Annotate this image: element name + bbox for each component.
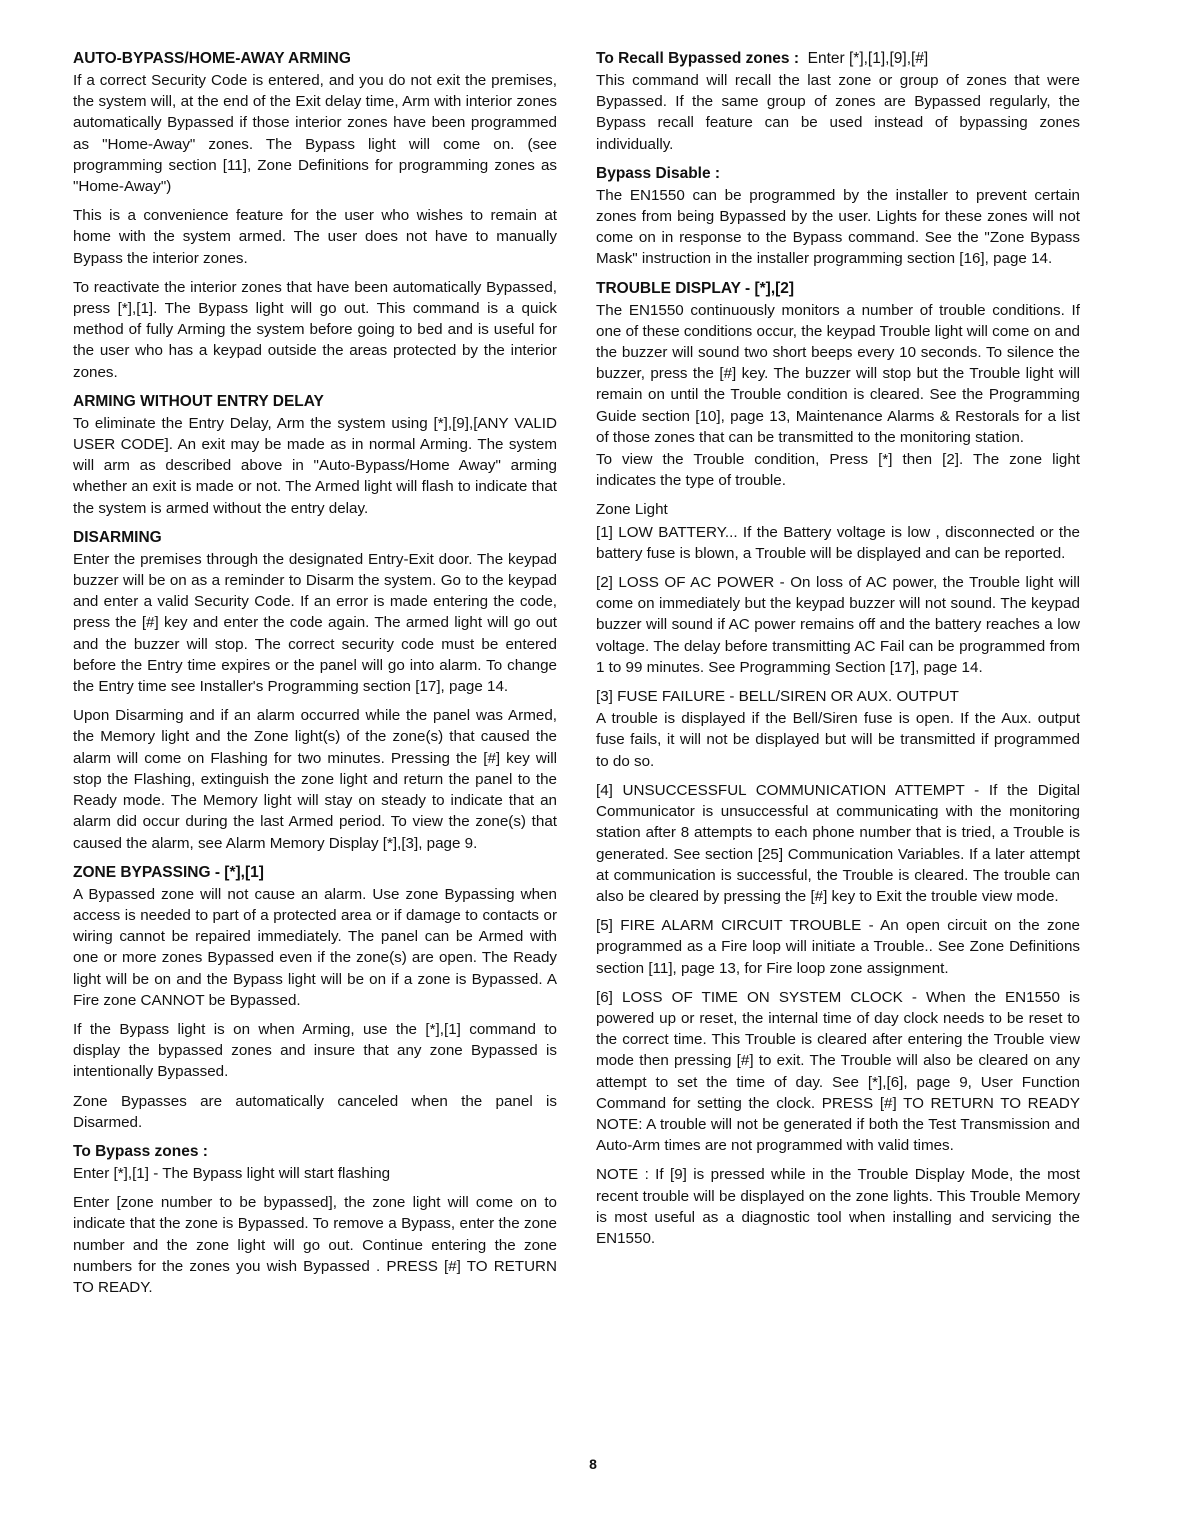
paragraph: If the Bypass light is on when Arming, use the [*],[1] command to display the bypassed zones and insure that any zone Bypassed is intentionally Bypassed. [73,1020,557,1081]
section-heading-to-bypass-zones: To Bypass zones : [73,1142,208,1160]
paragraph: Enter [*],[1] - The Bypass light will start flashing [73,1164,391,1182]
paragraph: To view the Trouble condition, Press [*] then [2]. The zone light indicates the type of trouble. [596,451,1080,490]
zone-light-label: Zone Light [596,501,668,519]
trouble-item-4: [4] UNSUCCESSFUL COMMUNICATION ATTEMPT - If the Digital Communicator is unsuccessful at communicating with the monitoring station after 8 attempts to each phone number that is tried, a Trouble is generated. See section [25] Communication Variables. If a later attempt at communication is successful, the Trouble is cleared. The trouble can also be cleared by pressing the [#] key to Exit the trouble view mode. [596,781,1080,905]
paragraph: The EN1550 continuously monitors a number of trouble conditions. If one of these conditions occur, the keypad Trouble light will come on and the buzzer will sound two short beeps every 10 seconds. To silence the buzzer, press the [#] key. The buzzer will stop but the Trouble light will remain on until the Trouble condition is cleared. See the Programming Guide section [10], page 13, Maintenance Alarms & Restorals for a list of those zones that can be transmitted to the monitoring station. [596,301,1080,446]
paragraph: Enter the premises through the designated Entry-Exit door. The keypad buzzer will be on as a reminder to Disarm the system. Go to the keypad and enter a valid Security Code. If an error is made entering the code, press the [#] key and enter the code again. The armed light will go out and the buzzer will stop. The correct security code must be entered before the Entry time expires or the panel will go into alarm. To change the Entry time see Installer's Programming section [17], page 14. [73,550,557,696]
paragraph: To reactivate the interior zones that have been automatically Bypassed, press [*],[1]. The Bypass light will go out. This command is a quick method of fully Arming the system before going to bed and is useful for the user who has a keypad outside the areas protected by the interior zones. [73,278,557,381]
trouble-item-6: [6] LOSS OF TIME ON SYSTEM CLOCK - When the EN1550 is powered up or reset, the internal time of day clock needs to be reset to the correct time. This Trouble is cleared after entering the Trouble view mode then pressing [#] to exit. The Trouble will also be cleared on any attempt to set the time of day. See [*],[6], page 9, User Function Command for setting the clock. PRESS [#] TO RETURN TO READY NOTE: A trouble will not be generated if both the Test Transmission and Auto-Arm times are not programmed with valid times. [596,988,1080,1155]
right-column [596,48,1080,1257]
section-heading-disarming: DISARMING [73,528,162,546]
section-heading-bypass-disable: Bypass Disable : [596,164,721,182]
section-heading-zone-bypassing: ZONE BYPASSING - [*],[1] [73,863,264,881]
left-column [73,48,557,1306]
heading-label: To Recall Bypassed zones : [596,50,799,67]
section-heading-trouble-display: TROUBLE DISPLAY - [*],[2] [596,279,795,297]
page-number: 8 [589,1456,597,1472]
paragraph: To eliminate the Entry Delay, Arm the system using [*],[9],[ANY VALID USER CODE]. An exit may be made as in normal Arming. The system will arm as described above in "Auto-Bypass/Home Away" arming whether an exit is made or not. The Armed light will flash to indicate that the system is armed without the entry delay. [73,414,557,517]
paragraph: This is a convenience feature for the user who wishes to remain at home with the system armed. The user does not have to manually Bypass the interior zones. [73,207,557,267]
paragraph: A Bypassed zone will not cause an alarm. Use zone Bypassing when access is needed to part of a protected area or if damage to contacts or wiring cannot be repaired immediately. The panel can be Armed with one or more zones Bypassed even if the zone(s) are open. The Ready light will be on and the Bypass light will be on if a zone is Bypassed. A Fire zone CANNOT be Bypassed. [73,885,557,1009]
trouble-item-3-title: [3] FUSE FAILURE - BELL/SIREN OR AUX. OUTPUT [596,688,959,706]
trouble-item-3: A trouble is displayed if the Bell/Siren fuse is open. If the Aux. output fuse fails, it will not be displayed but will be transmitted if programmed to do so. [596,710,1080,770]
paragraph: The EN1550 can be programmed by the installer to prevent certain zones from being Bypassed by the user. Lights for these zones will not come on in response to the Bypass command. See the "Zone Bypass Mask" instruction in the installer programming section [16], page 14. [596,186,1080,268]
trouble-item-1: [1] LOW BATTERY... If the Battery voltage is low , disconnected or the battery fuse is blown, a Trouble will be displayed and can be reported. [596,523,1080,562]
paragraph: Zone Bypasses are automatically canceled when the panel is Disarmed. [73,1092,557,1131]
section-heading-auto-bypass: AUTO-BYPASS/HOME-AWAY ARMING [73,50,351,67]
paragraph: This command will recall the last zone or group of zones that were Bypassed. If the same group of zones are Bypassed regularly, the Bypass recall feature can be used instead of bypassing zones individually. [596,72,1080,153]
paragraph: Upon Disarming and if an alarm occurred while the panel was Armed, the Memory light and the Zone light(s) of the zone(s) that caused the alarm will come on Flashing for two minutes. Pressing the [#] key will stop the Flashing, extinguish the zone light and return the panel to the Ready mode. The Memory light will stay on steady to indicate that an alarm did occur during the last Armed period. To view the zone(s) that caused the alarm, see Alarm Memory Display [*],[3], page 9. [73,707,557,852]
paragraph: If a correct Security Code is entered, and you do not exit the premises, the system will, at the end of the Exit delay time, Arm with interior zones automatically Bypassed if those interior zones have been programmed as "Home-Away" zones. The Bypass light will come on. (see programming section [11], Zone Definitions for programming zones as "Home-Away") [73,72,557,196]
trouble-item-5: [5] FIRE ALARM CIRCUIT TROUBLE - An open circuit on the zone programmed as a Fire loop will initiate a Trouble.. See Zone Definitions section [11], page 13, for Fire loop zone assignment. [596,917,1080,977]
section-heading-recall-bypassed [596,48,1080,69]
trouble-note: NOTE : If [9] is pressed while in the Trouble Display Mode, the most recent trouble will be displayed on the zone lights. This Trouble Memory is most useful as a diagnostic tool when installing and servicing the EN1550. [596,1166,1080,1247]
paragraph: Enter [zone number to be bypassed], the zone light will come on to indicate that the zone is Bypassed. To remove a Bypass, enter the zone number and the zone light will go out. Continue entering the zone numbers for the zones you wish Bypassed . PRESS [#] TO RETURN TO READY. [73,1194,557,1296]
trouble-item-2: [2] LOSS OF AC POWER - On loss of AC power, the Trouble light will come on immediately but the keypad buzzer will not sound. The keypad buzzer will sound if AC power remains off and the battery reaches a low voltage. The delay before transmitting AC Fail can be programmed from 1 to 99 minutes. See Programming Section [17], page 14. [596,574,1080,676]
heading-command: Enter [*],[1],[9],[#] [807,50,929,67]
section-heading-arming-without-entry-delay: ARMING WITHOUT ENTRY DELAY [73,392,324,410]
